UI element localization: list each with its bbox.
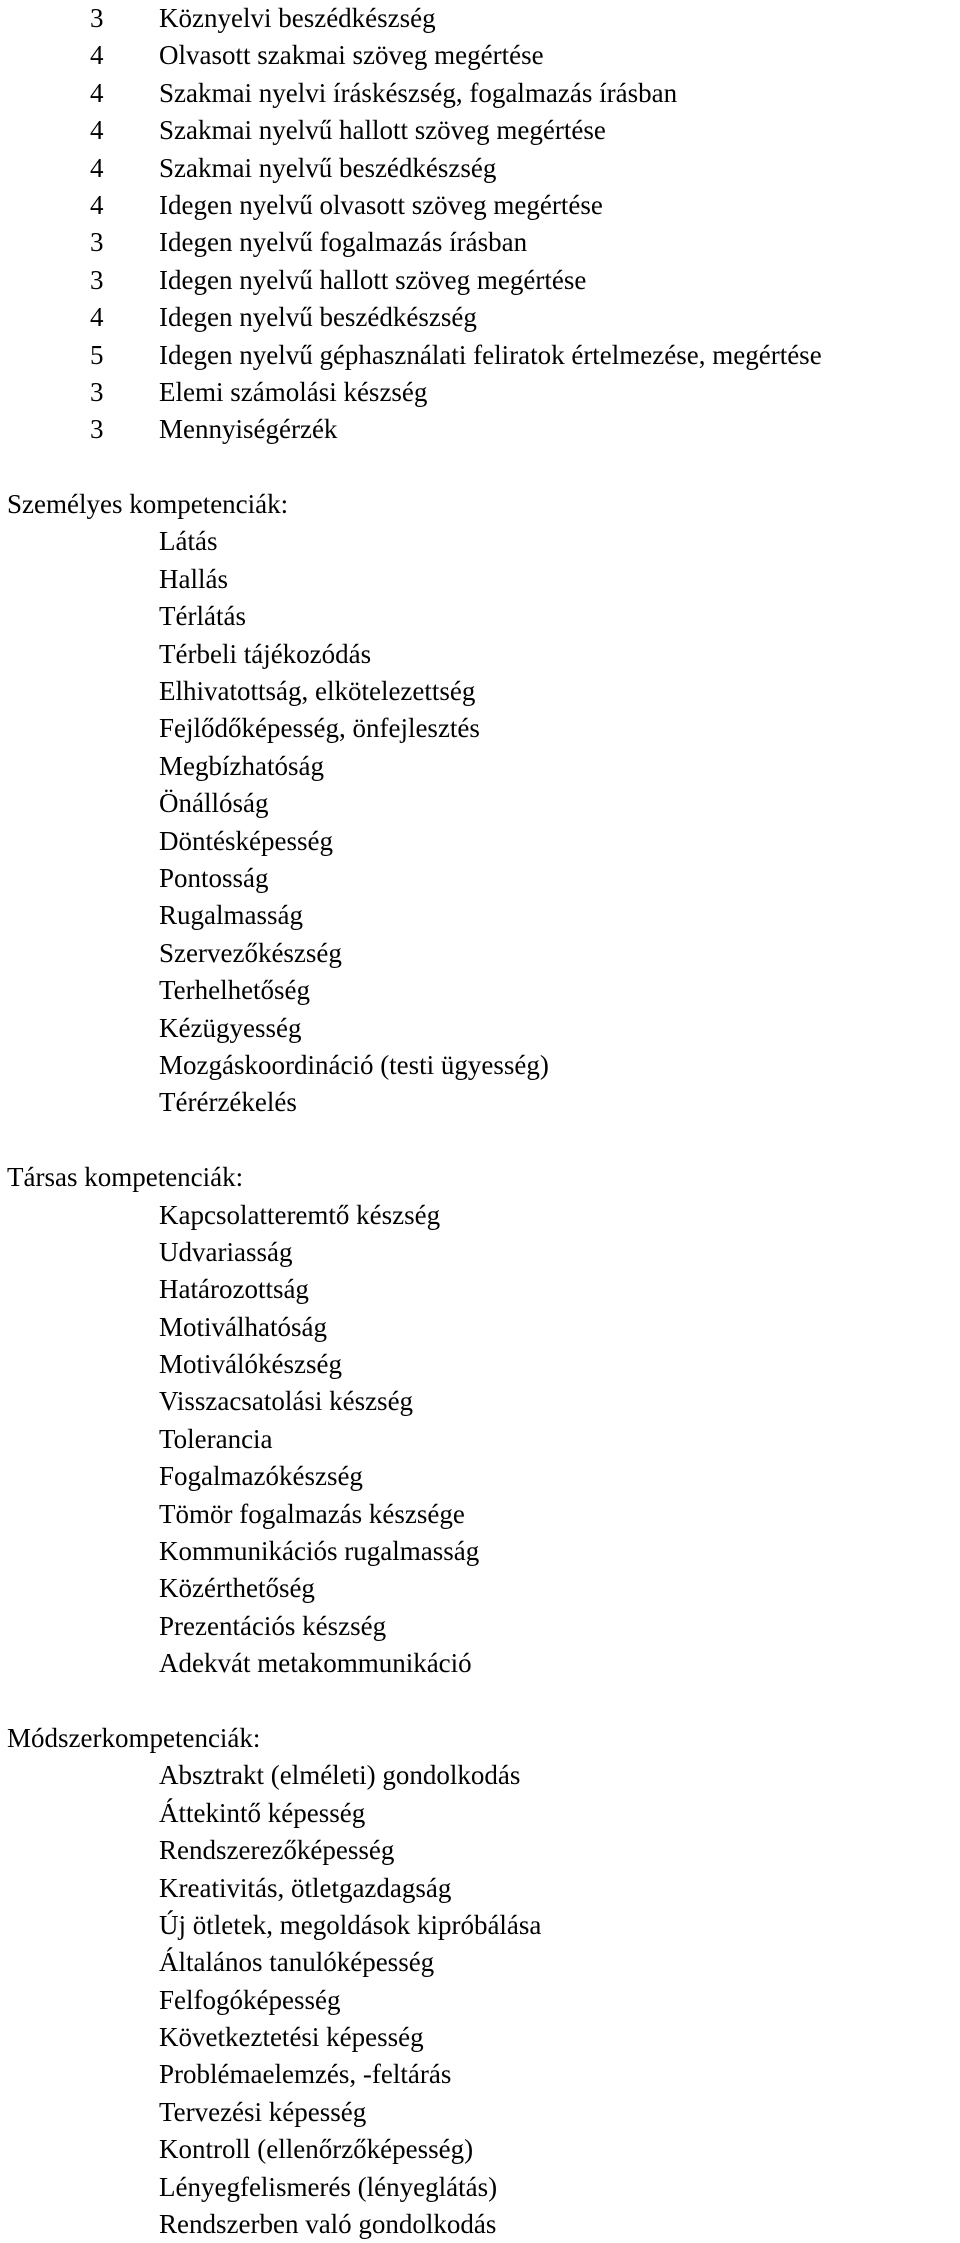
skill-level: 4: [90, 40, 104, 71]
skill-row: [0, 224, 960, 261]
skill-label: Köznyelvi beszédkészség: [159, 3, 436, 33]
list-item: Kézügyesség: [159, 1012, 302, 1043]
list-item: Felfogóképesség: [159, 1984, 341, 2015]
list-item: Térbeli tájékozódás: [159, 638, 372, 669]
list-item: Rendszerben való gondolkodás: [159, 2209, 497, 2240]
list-item: Térlátás: [159, 601, 246, 632]
skill-level: 3: [90, 264, 104, 295]
skill-level: 3: [90, 414, 104, 445]
list-item: Döntésképesség: [159, 825, 333, 856]
list-item: Adekvát metakommunikáció: [159, 1648, 472, 1679]
skill-label: Idegen nyelvű olvasott szöveg megértése: [159, 189, 603, 220]
list-item: Pontosság: [159, 862, 269, 893]
list-item: Rendszerezőképesség: [159, 1835, 395, 1866]
skill-level: 4: [90, 77, 104, 108]
list-item: Új ötletek, megoldások kipróbálása: [159, 1909, 542, 1940]
skill-label: Mennyiségérzék: [159, 414, 338, 445]
list-item: Kontroll (ellenőrzőképesség): [159, 2134, 474, 2165]
skill-label: Szakmai nyelvi íráskészség, fogalmazás írásban: [159, 77, 678, 108]
skill-row: [0, 262, 960, 299]
list-item: Udvariasság: [159, 1236, 293, 1267]
skill-row: [0, 75, 960, 112]
list-item: Szervezőkészség: [159, 937, 342, 968]
skill-label: Olvasott szakmai szöveg megértése: [159, 40, 544, 71]
section-spacer: [0, 1122, 960, 1159]
skill-row: [0, 411, 960, 448]
skill-level: 4: [90, 189, 104, 220]
list-item: Önállóság: [159, 788, 269, 819]
list-item: Absztrakt (elméleti) gondolkodás: [159, 1760, 521, 1791]
numbered-skill-list: [0, 0, 960, 449]
list-item: Határozottság: [159, 1274, 309, 1305]
section-spacer: [0, 449, 960, 486]
list-item: Terhelhetőség: [159, 975, 311, 1006]
list-item: Visszacsatolási készség: [159, 1386, 414, 1417]
skill-label: Idegen nyelvű hallott szöveg megértése: [159, 264, 587, 295]
list-item: Fogalmazókészség: [159, 1461, 363, 1492]
list-item: Megbízhatóság: [159, 750, 324, 781]
list-item: Kommunikációs rugalmasság: [159, 1536, 480, 1567]
list-item: Kreativitás, ötletgazdagság: [159, 1872, 452, 1903]
skill-level: 3: [90, 3, 104, 33]
list-item: Tervezési képesség: [159, 2096, 367, 2127]
list-item: Kapcsolatteremtő készség: [159, 1199, 441, 1230]
list-item: Térérzékelés: [159, 1087, 297, 1118]
skill-row: [0, 337, 960, 374]
list-item: Rugalmasság: [159, 900, 303, 931]
list-item: Tolerancia: [159, 1423, 273, 1454]
skill-row: [0, 374, 960, 411]
skill-label: Szakmai nyelvű hallott szöveg megértése: [159, 115, 606, 146]
social-competencies-section: [0, 1159, 960, 1682]
skill-level: 3: [90, 376, 104, 407]
skill-row: [0, 112, 960, 149]
list-item: Prezentációs készség: [159, 1610, 387, 1641]
list-item: Elhivatottság, elkötelezettség: [159, 676, 476, 707]
skill-label: Idegen nyelvű fogalmazás írásban: [159, 227, 528, 258]
skill-level: 3: [90, 227, 104, 258]
skill-level: 4: [90, 302, 104, 333]
skill-row: [0, 299, 960, 336]
list-item: Következtetési képesség: [159, 2022, 424, 2053]
skill-row: [0, 0, 960, 37]
list-item: Közérthetőség: [159, 1573, 315, 1604]
skill-level: 5: [90, 339, 104, 370]
list-item: Áttekintő képesség: [159, 1797, 366, 1828]
section-title: Módszerkompetenciák:: [7, 1722, 261, 1753]
skill-label: Idegen nyelvű géphasználati feliratok értelmezése, megértése: [159, 339, 822, 370]
list-item: Motiválhatóság: [159, 1311, 327, 1342]
list-item: Mozgáskoordináció (testi ügyesség): [159, 1049, 549, 1080]
list-item: Motiválókészség: [159, 1349, 342, 1380]
list-item: Látás: [159, 526, 218, 557]
skill-label: Elemi számolási készség: [159, 376, 428, 407]
skill-level: 4: [90, 115, 104, 146]
list-item: Tömör fogalmazás készsége: [159, 1498, 465, 1529]
list-item: Hallás: [159, 563, 228, 594]
skill-level: 4: [90, 152, 104, 183]
method-competencies-section: [0, 1720, 960, 2243]
skill-row: [0, 150, 960, 187]
section-spacer: [0, 1683, 960, 1720]
section-title: Személyes kompetenciák:: [7, 489, 289, 520]
list-item: Problémaelemzés, -feltárás: [159, 2059, 452, 2090]
skill-row: [0, 37, 960, 74]
skill-row: [0, 187, 960, 224]
personal-competencies-section: [0, 486, 960, 1122]
skill-label: Idegen nyelvű beszédkészség: [159, 302, 477, 333]
section-title: Társas kompetenciák:: [7, 1162, 244, 1193]
skill-label: Szakmai nyelvű beszédkészség: [159, 152, 497, 183]
list-item: Általános tanulóképesség: [159, 1947, 435, 1978]
list-item: Lényegfelismerés (lényeglátás): [159, 2171, 498, 2202]
list-item: Fejlődőképesség, önfejlesztés: [159, 713, 480, 744]
